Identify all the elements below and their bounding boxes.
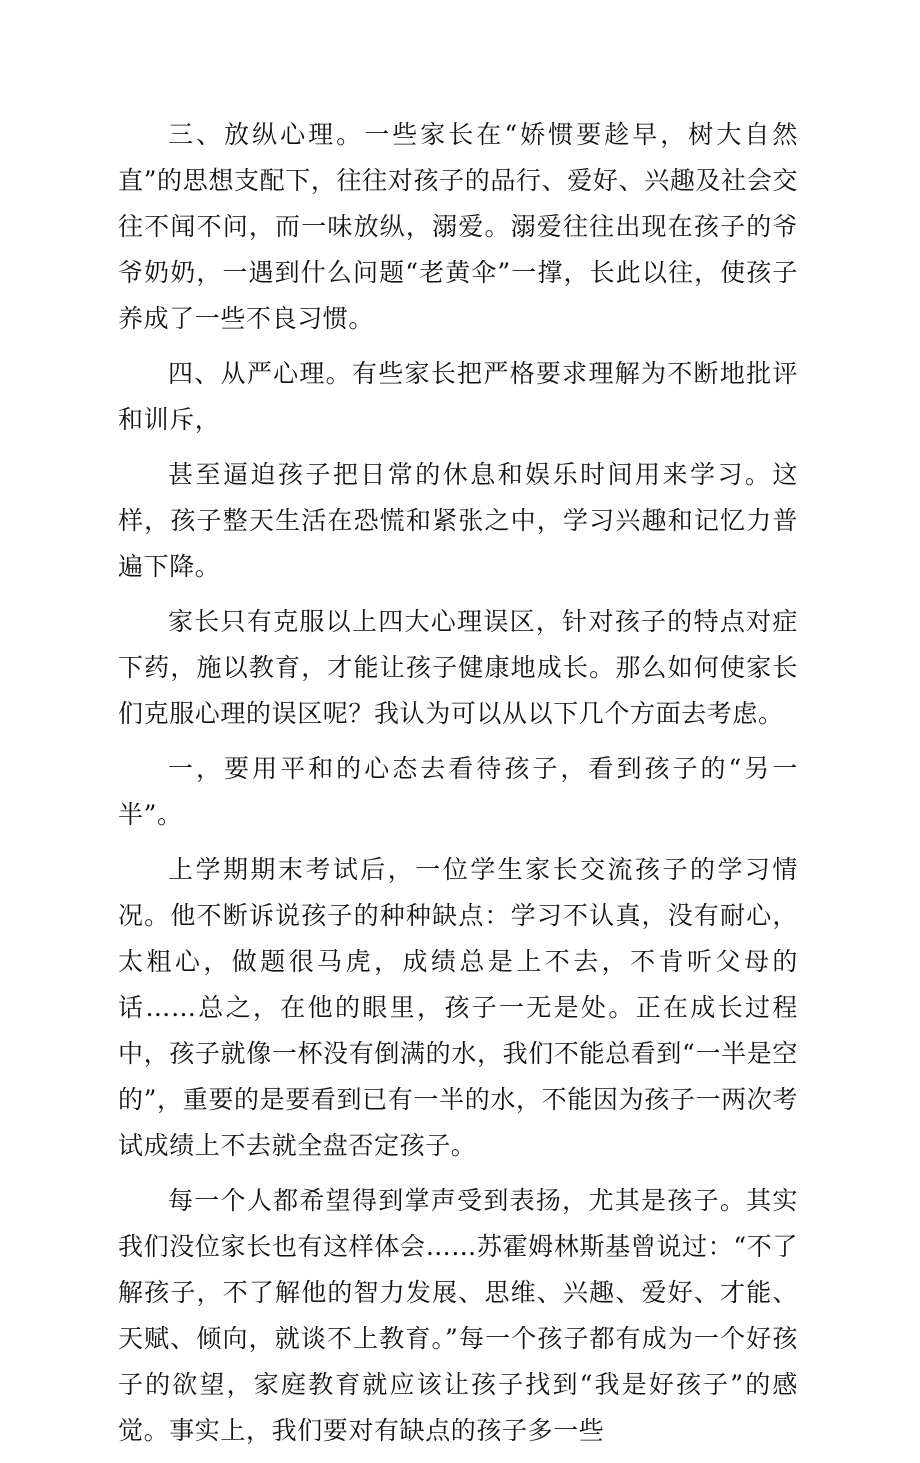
- paragraph-overcome-misconceptions: 家长只有克服以上四大心理误区，针对孩子的特点对症下药，施以教育，才能让孩子健康地成长。那么如何使家长们克服心理的误区呢？我认为可以从以下几个方面去考虑。: [118, 607, 798, 728]
- paragraph-point-one-heading: 一，要用平和的心态去看待孩子，看到孩子的“另一半”。: [118, 754, 798, 829]
- paragraph-parent-conversation: 上学期期末考试后，一位学生家长交流孩子的学习情况。他不断诉说孩子的种种缺点：学习不认真，没有耐心，太粗心，做题很马虎，成绩总是上不去，不肯听父母的话……总之，在他的眼里，孩子一无是处。正在成长过程中，孩子就像一杯没有倒满的水，我们不能总看到“一半是空的”，重要的是要看到已有一半的水，不能因为孩子一两次考试成绩上不去就全盘否定孩子。: [118, 855, 798, 1160]
- paragraph-praise: 每一个人都希望得到掌声受到表扬，尤其是孩子。其实我们没位家长也有这样体会……苏霍姆林斯基曾说过：“不了解孩子，不了解他的智力发展、思维、兴趣、爱好、才能、天赋、倾向，就谈不上教育。”每一个孩子都有成为一个好孩子的欲望，家庭教育就应该让孩子找到“我是好孩子”的感觉。事实上，我们要对有缺点的孩子多一些: [118, 1186, 798, 1445]
- paragraph-strictness-start: 四、从严心理。有些家长把严格要求理解为不断地批评和训斥，: [118, 359, 798, 434]
- paragraph-strictness-continued: 甚至逼迫孩子把日常的休息和娱乐时间用来学习。这样，孩子整天生活在恐慌和紧张之中，学习兴趣和记忆力普遍下降。: [118, 460, 798, 581]
- document-body: [118, 112, 798, 1463]
- paragraph-indulgence: 三、放纵心理。一些家长在“娇惯要趁早，树大自然直”的思想支配下，往往对孩子的品行、爱好、兴趣及社会交往不闻不问，而一味放纵，溺爱。溺爱往往出现在孩子的爷爷奶奶，一遇到什么问题“老黄伞”一撑，长此以往，使孩子养成了一些不良习惯。: [118, 120, 798, 333]
